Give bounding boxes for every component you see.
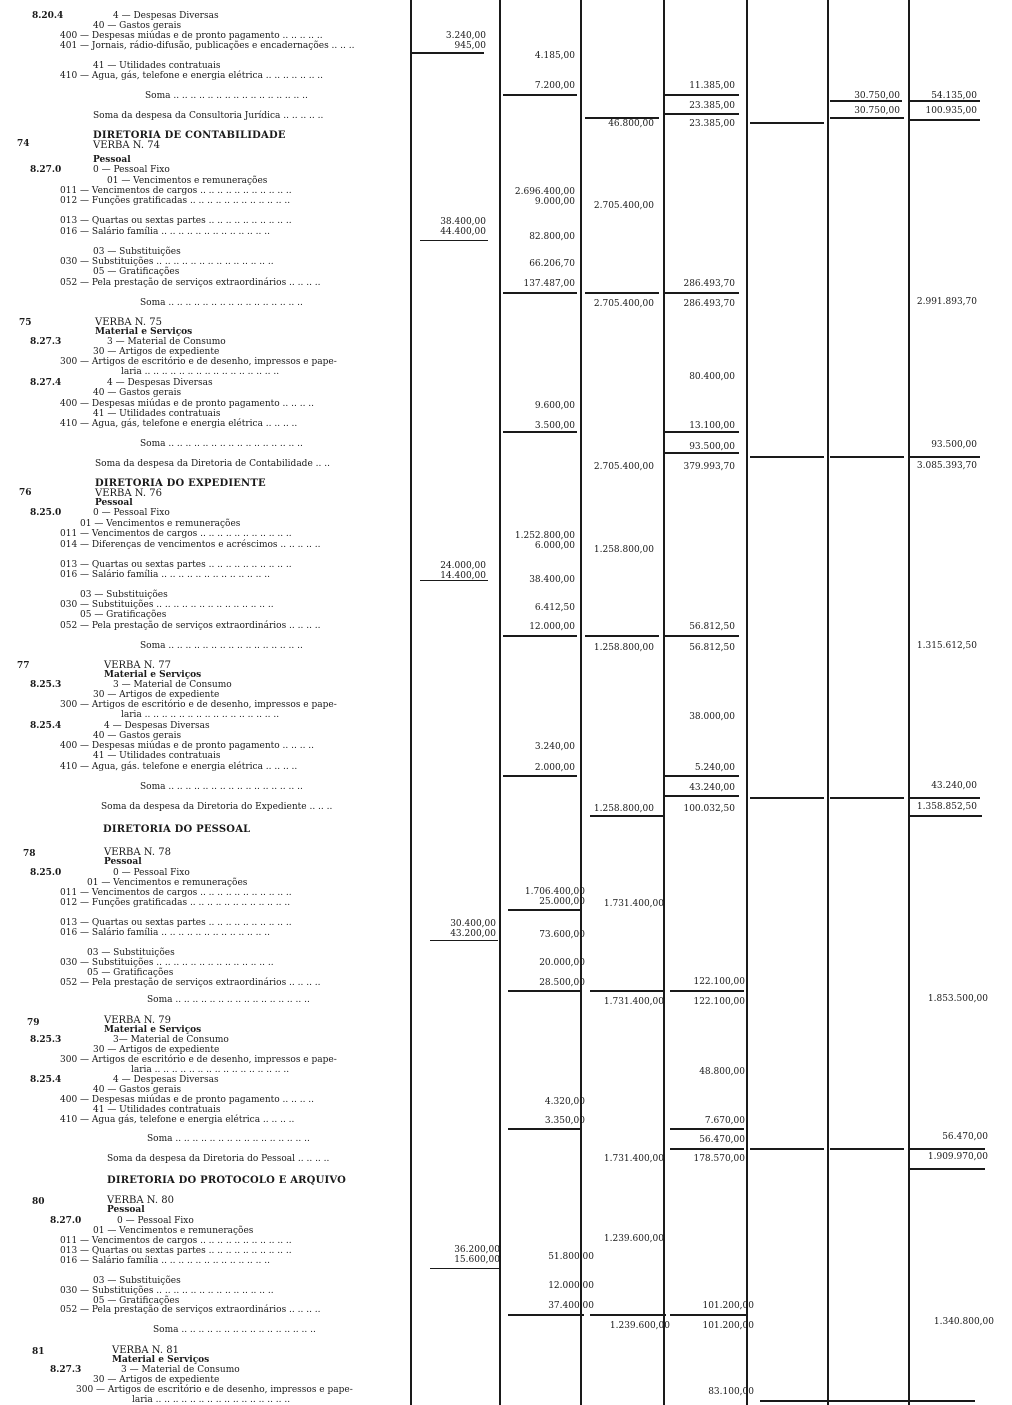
amount-value: 1.315.612,50 bbox=[916, 641, 977, 651]
amount-value: 3.500,00 bbox=[534, 421, 575, 431]
ledger-line: 77 bbox=[17, 661, 30, 671]
amount-value: 9.000,00 bbox=[534, 197, 575, 207]
total-rule bbox=[830, 1148, 904, 1150]
ledger-line: Material e Serviços bbox=[95, 327, 193, 337]
amount-value: 93.500,00 bbox=[931, 440, 977, 450]
ledger-line: Material e Serviços bbox=[104, 1025, 202, 1035]
column-rule bbox=[827, 0, 829, 1405]
amount-value: 36.200,00 bbox=[454, 1245, 500, 1255]
ledger-line: 400 — Despesas miúdas e de pronto pagamento .. .. .. .. bbox=[60, 1095, 315, 1105]
ledger-line: 41 — Utilidades contratuais bbox=[93, 409, 221, 419]
amount-value: 6.000,00 bbox=[534, 541, 575, 551]
verba-heading: VERBA N. 77 bbox=[104, 660, 171, 671]
total-rule bbox=[503, 292, 577, 294]
amount-value: 1.853.500,00 bbox=[927, 994, 988, 1004]
ledger-line: 400 — Despesas miúdas e de pronto pagamento .. .. .. .. bbox=[60, 741, 315, 751]
column-rule bbox=[746, 0, 748, 1405]
total-rule bbox=[830, 797, 904, 799]
ledger-line: 012 — Funções gratificadas .. .. .. .. .. .. .. .. .. .. .. .. bbox=[60, 196, 291, 206]
amount-value: 24.000,00 bbox=[440, 561, 486, 571]
amount-value: 56.812,50 bbox=[689, 622, 735, 632]
amount-value: 2.991.893,70 bbox=[916, 297, 977, 307]
ledger-line: 400 — Despesas miúdas e de pronto pagamento .. .. .. .. bbox=[60, 399, 315, 409]
amount-value: 23.385,00 bbox=[689, 119, 735, 129]
total-rule bbox=[503, 94, 577, 96]
ledger-line: laria .. .. .. .. .. .. .. .. .. .. .. .. .. .. .. .. bbox=[121, 710, 280, 720]
total-rule bbox=[503, 635, 577, 637]
amount-value: 122.100,00 bbox=[693, 997, 745, 1007]
total-rule bbox=[750, 122, 824, 124]
ledger-line: Soma da despesa da Diretoria do Expediente .. .. .. bbox=[101, 802, 333, 812]
account-code: 8.25.3 bbox=[30, 1035, 62, 1045]
amount-value: 6.412,50 bbox=[534, 603, 575, 613]
ledger-line: 300 — Artigos de escritório e de desenho, impressos e pape- bbox=[76, 1385, 353, 1395]
ledger-line: 40 — Gastos gerais bbox=[93, 388, 182, 398]
amount-value: 30.400,00 bbox=[450, 919, 496, 929]
ledger-line: 030 — Substituições .. .. .. .. .. .. .. .. .. .. .. .. .. .. bbox=[60, 958, 274, 968]
ledger-line: 78 bbox=[23, 849, 36, 859]
ledger-line: 014 — Diferenças de vencimentos e acréscimos .. .. .. .. .. bbox=[60, 540, 321, 550]
ledger-line: 81 bbox=[32, 1347, 45, 1357]
ledger-line: Soma .. .. .. .. .. .. .. .. .. .. .. .. .. .. .. .. bbox=[140, 641, 303, 651]
amount-value: 1.909.970,00 bbox=[927, 1152, 988, 1162]
account-code: 8.27.3 bbox=[50, 1365, 82, 1375]
amount-value: 1.358.852,50 bbox=[916, 802, 977, 812]
ledger-line: 410 — Agua, gás, telefone e energia elétrica .. .. .. .. bbox=[60, 419, 298, 429]
ledger-line: 013 — Quartas ou sextas partes .. .. .. .. .. .. .. .. .. .. bbox=[60, 560, 292, 570]
amount-value: 43.240,00 bbox=[689, 783, 735, 793]
ledger-line: 03 — Substituições bbox=[93, 1276, 181, 1286]
total-rule bbox=[665, 452, 739, 454]
ledger-line: 4 — Despesas Diversas bbox=[107, 378, 213, 388]
column-rule bbox=[499, 0, 501, 1405]
ledger-line: 01 — Vencimentos e remunerações bbox=[107, 176, 268, 186]
ledger-line: Soma .. .. .. .. .. .. .. .. .. .. .. .. .. .. .. .. bbox=[140, 439, 303, 449]
amount-value: 1.731.400,00 bbox=[603, 1154, 664, 1164]
ledger-line: 03 — Substituições bbox=[93, 247, 181, 257]
amount-value: 3.350,00 bbox=[544, 1116, 585, 1126]
ledger-line: 40 — Gastos gerais bbox=[93, 1085, 182, 1095]
ledger-line: 030 — Substituições .. .. .. .. .. .. .. .. .. .. .. .. .. .. bbox=[60, 257, 274, 267]
ledger-line: 05 — Gratificações bbox=[93, 267, 180, 277]
ledger-line: laria .. .. .. .. .. .. .. .. .. .. .. .. .. .. .. .. bbox=[121, 367, 280, 377]
amount-value: 5.240,00 bbox=[694, 763, 735, 773]
amount-value: 286.493,70 bbox=[683, 299, 735, 309]
amount-value: 37.400,00 bbox=[548, 1301, 594, 1311]
ledger-line: 013 — Quartas ou sextas partes .. .. .. .. .. .. .. .. .. .. bbox=[60, 1246, 292, 1256]
ledger-line: Pessoal bbox=[93, 155, 131, 165]
amount-value: 12.000,00 bbox=[548, 1281, 594, 1291]
ledger-line: Soma .. .. .. .. .. .. .. .. .. .. .. .. .. .. .. .. bbox=[145, 91, 308, 101]
total-rule bbox=[503, 775, 577, 777]
total-rule bbox=[910, 456, 980, 458]
ledger-line: Material e Serviços bbox=[112, 1355, 210, 1365]
account-code: 8.25.3 bbox=[30, 680, 62, 690]
ledger-line: 011 — Vencimentos de cargos .. .. .. .. .. .. .. .. .. .. .. bbox=[60, 186, 292, 196]
ledger-line: 05 — Gratificações bbox=[93, 1296, 180, 1306]
ledger-line: laria .. .. .. .. .. .. .. .. .. .. .. .. .. .. .. .. bbox=[132, 1395, 291, 1405]
account-code: 8.25.4 bbox=[30, 721, 62, 731]
amount-value: 44.400,00 bbox=[440, 227, 486, 237]
verba-heading: VERBA N. 79 bbox=[104, 1015, 171, 1026]
ledger-line: 300 — Artigos de escritório e de desenho, impressos e pape- bbox=[60, 1055, 337, 1065]
total-rule bbox=[665, 635, 739, 637]
amount-value: 15.600,00 bbox=[454, 1255, 500, 1265]
ledger-line: 012 — Funções gratificadas .. .. .. .. .. .. .. .. .. .. .. .. bbox=[60, 898, 291, 908]
verba-heading: VERBA N. 75 bbox=[95, 317, 162, 328]
total-rule bbox=[670, 1148, 744, 1150]
ledger-line: 300 — Artigos de escritório e de desenho, impressos e pape- bbox=[60, 700, 337, 710]
total-rule bbox=[508, 1314, 584, 1316]
total-rule bbox=[750, 456, 824, 458]
ledger-line: 01 — Vencimentos e remunerações bbox=[87, 878, 248, 888]
ledger-line: 030 — Substituições .. .. .. .. .. .. .. .. .. .. .. .. .. .. bbox=[60, 600, 274, 610]
ledger-line: Soma .. .. .. .. .. .. .. .. .. .. .. .. .. .. .. .. bbox=[147, 1134, 310, 1144]
amount-value: 73.600,00 bbox=[539, 930, 585, 940]
ledger-line: 0 — Pessoal Fixo bbox=[117, 1216, 194, 1226]
amount-value: 56.812,50 bbox=[689, 643, 735, 653]
amount-value: 3.085.393,70 bbox=[916, 461, 977, 471]
ledger-line: 011 — Vencimentos de cargos .. .. .. .. .. .. .. .. .. .. .. bbox=[60, 529, 292, 539]
ledger-line: 30 — Artigos de expediente bbox=[93, 1375, 220, 1385]
account-code: 8.27.3 bbox=[30, 337, 62, 347]
ledger-line: 76 bbox=[19, 488, 32, 498]
amount-value: 3.240,00 bbox=[445, 31, 486, 41]
amount-value: 3.240,00 bbox=[534, 742, 575, 752]
verba-heading: VERBA N. 74 bbox=[93, 140, 160, 151]
amount-value: 38.400,00 bbox=[529, 575, 575, 585]
account-code: 8.25.0 bbox=[30, 508, 62, 518]
ledger-line: laria .. .. .. .. .. .. .. .. .. .. .. .. .. .. .. .. bbox=[131, 1065, 290, 1075]
ledger-line: 0 — Pessoal Fixo bbox=[93, 165, 170, 175]
column-rule bbox=[908, 0, 910, 1405]
ledger-line: 052 — Pela prestação de serviços extraordinários .. .. .. .. bbox=[60, 621, 321, 631]
ledger-line: 052 — Pela prestação de serviços extraordinários .. .. .. .. bbox=[60, 1305, 321, 1315]
ledger-line: 3 — Material de Consumo bbox=[107, 337, 226, 347]
amount-value: 1.731.400,00 bbox=[603, 899, 664, 909]
total-rule bbox=[665, 94, 739, 96]
total-rule bbox=[910, 1168, 985, 1170]
total-rule bbox=[665, 113, 739, 115]
ledger-line: 41 — Utilidades contratuais bbox=[93, 61, 221, 71]
ledger-line: 3 — Material de Consumo bbox=[113, 680, 232, 690]
ledger-line: 80 bbox=[32, 1197, 45, 1207]
ledger-line: 3— Material de Consumo bbox=[113, 1035, 229, 1045]
amount-value: 1.239.600,00 bbox=[603, 1234, 664, 1244]
account-code: 8.27.0 bbox=[30, 165, 62, 175]
ledger-line: 400 — Despesas miúdas e de pronto pagamento .. .. .. .. .. bbox=[60, 31, 323, 41]
amount-value: 2.705.400,00 bbox=[593, 201, 654, 211]
ledger-line: Soma da despesa da Diretoria de Contabilidade .. .. bbox=[95, 459, 330, 469]
total-rule bbox=[508, 909, 582, 911]
amount-value: 43.240,00 bbox=[931, 781, 977, 791]
total-rule bbox=[830, 117, 904, 119]
ledger-line: 05 — Gratificações bbox=[87, 968, 174, 978]
amount-value: 1.258.800,00 bbox=[593, 545, 654, 555]
amount-value: 945,00 bbox=[454, 41, 486, 51]
amount-value: 101.200,00 bbox=[702, 1301, 754, 1311]
column-rule bbox=[663, 0, 665, 1405]
ledger-line: Soma da despesa da Consultoria Jurídica .. .. .. .. .. bbox=[93, 111, 324, 121]
amount-value: 82.800,00 bbox=[529, 232, 575, 242]
ledger-line: 052 — Pela prestação de serviços extraordinários .. .. .. .. bbox=[60, 278, 321, 288]
total-rule bbox=[665, 431, 739, 433]
ledger-line: 030 — Substituições .. .. .. .. .. .. .. .. .. .. .. .. .. .. bbox=[60, 1286, 274, 1296]
ledger-line: 3 — Material de Consumo bbox=[121, 1365, 240, 1375]
ledger-line: 016 — Salário família .. .. .. .. .. .. .. .. .. .. .. .. .. bbox=[60, 227, 270, 237]
amount-value: 46.800,00 bbox=[608, 119, 654, 129]
amount-value: 48.800,00 bbox=[699, 1067, 745, 1077]
total-rule bbox=[830, 456, 904, 458]
amount-value: 14.400,00 bbox=[440, 571, 486, 581]
ledger-line: 013 — Quartas ou sextas partes .. .. .. .. .. .. .. .. .. .. bbox=[60, 918, 292, 928]
verba-heading: VERBA N. 81 bbox=[112, 1345, 179, 1356]
ledger-line: Pessoal bbox=[104, 857, 142, 867]
section-heading: DIRETORIA DO EXPEDIENTE bbox=[95, 478, 266, 489]
ledger-line: 01 — Vencimentos e remunerações bbox=[80, 519, 241, 529]
section-heading: DIRETORIA DE CONTABILIDADE bbox=[93, 130, 286, 141]
amount-value: 137.487,00 bbox=[523, 279, 575, 289]
amount-value: 51.800,00 bbox=[548, 1252, 594, 1262]
amount-value: 2.000,00 bbox=[534, 763, 575, 773]
amount-value: 13.100,00 bbox=[689, 421, 735, 431]
account-code: 8.20.4 bbox=[32, 11, 64, 21]
amount-value: 38.000,00 bbox=[689, 712, 735, 722]
amount-value: 12.000,00 bbox=[529, 622, 575, 632]
amount-value: 83.100,00 bbox=[708, 1387, 754, 1397]
ledger-line: 016 — Salário família .. .. .. .. .. .. .. .. .. .. .. .. .. bbox=[60, 570, 270, 580]
amount-value: 2.705.400,00 bbox=[593, 462, 654, 472]
account-code: 8.27.4 bbox=[30, 378, 62, 388]
amount-value: 122.100,00 bbox=[693, 977, 745, 987]
ledger-line: 300 — Artigos de escritório e de desenho, impressos e pape- bbox=[60, 357, 337, 367]
ledger-line: 016 — Salário família .. .. .. .. .. .. .. .. .. .. .. .. .. bbox=[60, 1256, 270, 1266]
ledger-line: 74 bbox=[17, 139, 30, 149]
amount-value: 38.400,00 bbox=[440, 217, 486, 227]
ledger-line: 79 bbox=[27, 1018, 40, 1028]
amount-value: 25.000,00 bbox=[539, 897, 585, 907]
ledger-line: 410 — Agua, gás, telefone e energia elétrica .. .. .. .. .. .. .. bbox=[60, 71, 324, 81]
ledger-line: 05 — Gratificações bbox=[80, 610, 167, 620]
ledger-line: 013 — Quartas ou sextas partes .. .. .. .. .. .. .. .. .. .. bbox=[60, 216, 292, 226]
amount-value: 1.239.600,00 bbox=[609, 1321, 670, 1331]
verba-heading: VERBA N. 78 bbox=[104, 847, 171, 858]
ledger-line: Soma .. .. .. .. .. .. .. .. .. .. .. .. .. .. .. .. bbox=[147, 995, 310, 1005]
amount-value: 11.385,00 bbox=[689, 81, 735, 91]
total-rule bbox=[750, 797, 824, 799]
verba-heading: VERBA N. 80 bbox=[107, 1195, 174, 1206]
total-rule bbox=[670, 990, 744, 992]
section-heading: DIRETORIA DO PROTOCOLO E ARQUIVO bbox=[107, 1175, 347, 1186]
ledger-line: 011 — Vencimentos de cargos .. .. .. .. .. .. .. .. .. .. .. bbox=[60, 888, 292, 898]
ledger-line: 40 — Gastos gerais bbox=[93, 21, 182, 31]
amount-value: 100.935,00 bbox=[925, 106, 977, 116]
amount-value: 4.320,00 bbox=[544, 1097, 585, 1107]
ledger-line: 0 — Pessoal Fixo bbox=[93, 508, 170, 518]
amount-value: 28.500,00 bbox=[539, 978, 585, 988]
amount-value: 66.206,70 bbox=[529, 259, 575, 269]
total-rule bbox=[665, 292, 739, 294]
column-rule bbox=[410, 0, 412, 1405]
amount-value: 54.135,00 bbox=[931, 91, 977, 101]
amount-value: 1.706.400,00 bbox=[524, 887, 585, 897]
total-rule bbox=[430, 1268, 500, 1269]
amount-value: 379.993,70 bbox=[683, 462, 735, 472]
total-rule bbox=[760, 1400, 975, 1402]
amount-value: 1.731.400,00 bbox=[603, 997, 664, 1007]
amount-value: 93.500,00 bbox=[689, 442, 735, 452]
ledger-line: Soma da despesa da Diretoria do Pessoal .. .. .. .. bbox=[107, 1154, 330, 1164]
amount-value: 30.750,00 bbox=[854, 106, 900, 116]
ledger-line: 4 — Despesas Diversas bbox=[113, 11, 219, 21]
total-rule bbox=[750, 1148, 824, 1150]
ledger-line: 41 — Utilidades contratuais bbox=[93, 1105, 221, 1115]
total-rule bbox=[590, 815, 664, 817]
ledger-line: 30 — Artigos de expediente bbox=[93, 347, 220, 357]
amount-value: 80.400,00 bbox=[689, 372, 735, 382]
ledger-line: 4 — Despesas Diversas bbox=[113, 1075, 219, 1085]
ledger-line: 410 — Agua gás, telefone e energia elétrica .. .. .. .. bbox=[60, 1115, 295, 1125]
total-rule bbox=[910, 815, 982, 817]
ledger-line: 401 — Jornais, rádio-difusão, publicações e encadernações .. .. .. bbox=[60, 41, 355, 51]
amount-value: 1.252.800,00 bbox=[514, 531, 575, 541]
ledger-line: 30 — Artigos de expediente bbox=[93, 1045, 220, 1055]
total-rule bbox=[670, 1314, 746, 1316]
amount-value: 1.258.800,00 bbox=[593, 804, 654, 814]
amount-value: 2.705.400,00 bbox=[593, 299, 654, 309]
ledger-line: 41 — Utilidades contratuais bbox=[93, 751, 221, 761]
amount-value: 7.200,00 bbox=[534, 81, 575, 91]
ledger-line: Material e Serviços bbox=[104, 670, 202, 680]
ledger-line: 30 — Artigos de expediente bbox=[93, 690, 220, 700]
amount-value: 178.570,00 bbox=[693, 1154, 745, 1164]
ledger-line: 011 — Vencimentos de cargos .. .. .. .. .. .. .. .. .. .. .. bbox=[60, 1236, 292, 1246]
total-rule bbox=[665, 775, 739, 777]
ledger-line: 016 — Salário família .. .. .. .. .. .. .. .. .. .. .. .. .. bbox=[60, 928, 270, 938]
amount-value: 100.032,50 bbox=[683, 804, 735, 814]
ledger-line: 40 — Gastos gerais bbox=[93, 731, 182, 741]
ledger-line: Soma .. .. .. .. .. .. .. .. .. .. .. .. .. .. .. .. bbox=[140, 298, 303, 308]
amount-value: 23.385,00 bbox=[689, 101, 735, 111]
amount-value: 56.470,00 bbox=[699, 1135, 745, 1145]
total-rule bbox=[670, 1128, 744, 1130]
ledger-line: 01 — Vencimentos e remunerações bbox=[93, 1226, 254, 1236]
ledger-line: 052 — Pela prestação de serviços extraordinários .. .. .. .. bbox=[60, 978, 321, 988]
ledger-line: 75 bbox=[19, 318, 32, 328]
amount-value: 4.185,00 bbox=[534, 51, 575, 61]
ledger-line: Pessoal bbox=[107, 1205, 145, 1215]
account-code: 8.27.0 bbox=[50, 1216, 82, 1226]
total-rule bbox=[585, 635, 659, 637]
section-heading: DIRETORIA DO PESSOAL bbox=[103, 824, 251, 835]
account-code: 8.25.0 bbox=[30, 868, 62, 878]
total-rule bbox=[508, 1128, 582, 1130]
total-rule bbox=[910, 119, 980, 121]
amount-value: 1.258.800,00 bbox=[593, 643, 654, 653]
amount-value: 2.696.400,00 bbox=[514, 187, 575, 197]
ledger-line: 4 — Despesas Diversas bbox=[104, 721, 210, 731]
amount-value: 286.493,70 bbox=[683, 279, 735, 289]
total-rule bbox=[508, 990, 582, 992]
amount-value: 30.750,00 bbox=[854, 91, 900, 101]
total-rule bbox=[503, 431, 577, 433]
ledger-line: Soma .. .. .. .. .. .. .. .. .. .. .. .. .. .. .. .. bbox=[140, 782, 303, 792]
ledger-line: Soma .. .. .. .. .. .. .. .. .. .. .. .. .. .. .. .. bbox=[153, 1325, 316, 1335]
total-rule bbox=[665, 795, 739, 797]
verba-heading: VERBA N. 76 bbox=[95, 488, 162, 499]
total-rule bbox=[585, 292, 659, 294]
ledger-line: 0 — Pessoal Fixo bbox=[113, 868, 190, 878]
amount-value: 9.600,00 bbox=[534, 401, 575, 411]
ledger-line: 410 — Agua, gás. telefone e energia elétrica .. .. .. .. bbox=[60, 762, 298, 772]
amount-value: 20.000,00 bbox=[539, 958, 585, 968]
ledger-line: 03 — Substituições bbox=[87, 948, 175, 958]
total-rule bbox=[430, 940, 498, 941]
amount-value: 101.200,00 bbox=[702, 1321, 754, 1331]
amount-value: 1.340.800,00 bbox=[933, 1317, 994, 1327]
ledger-line: Pessoal bbox=[95, 498, 133, 508]
account-code: 8.25.4 bbox=[30, 1075, 62, 1085]
total-rule bbox=[910, 1148, 985, 1150]
total-rule bbox=[590, 990, 664, 992]
ledger-line: 03 — Substituições bbox=[80, 590, 168, 600]
amount-value: 7.670,00 bbox=[704, 1116, 745, 1126]
amount-value: 43.200,00 bbox=[450, 929, 496, 939]
amount-value: 56.470,00 bbox=[942, 1132, 988, 1142]
total-rule bbox=[590, 1314, 666, 1316]
total-rule bbox=[910, 797, 980, 799]
